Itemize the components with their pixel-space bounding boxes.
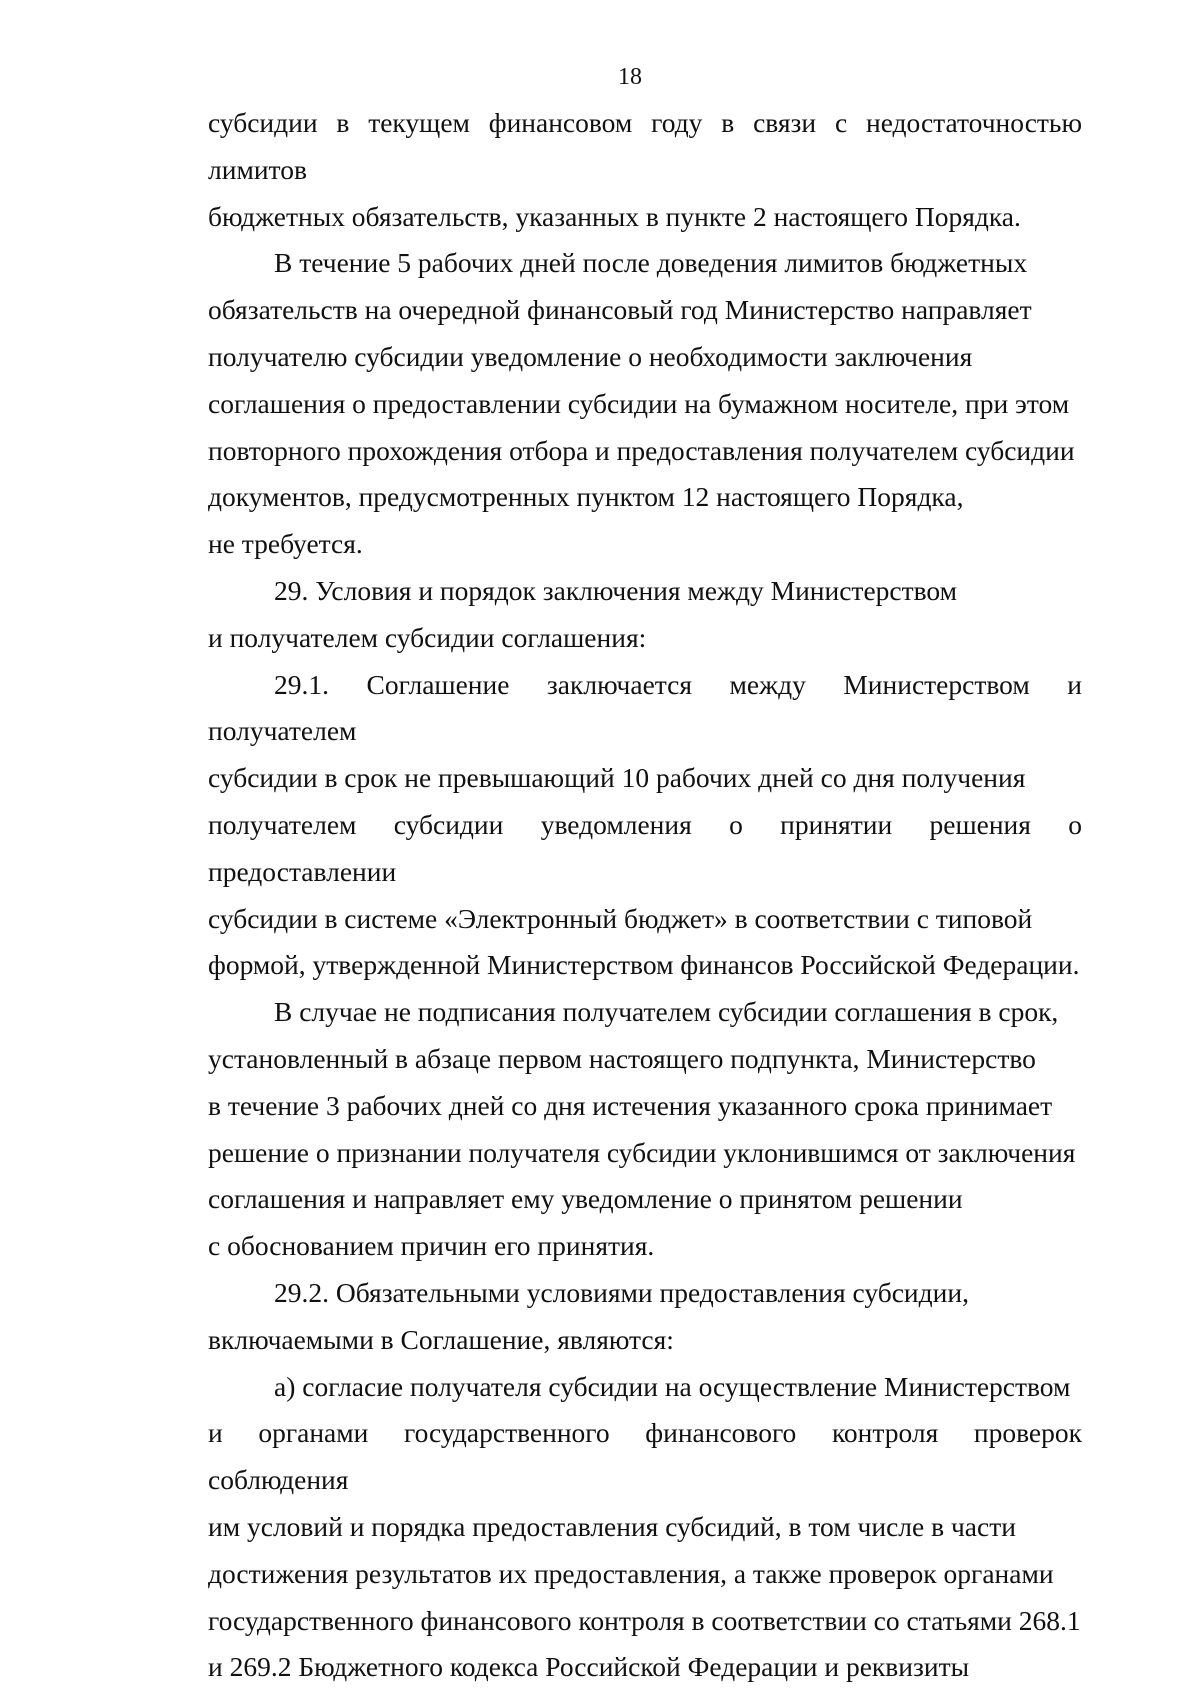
text-line: 29. Условия и порядок заключения между Министерством bbox=[274, 574, 958, 606]
text-line: не требуется. bbox=[208, 528, 363, 560]
text-line: и получателем субсидии соглашения: bbox=[208, 621, 647, 653]
text-line: В течение 5 рабочих дней после доведения лимитов бюджетных bbox=[274, 247, 1028, 279]
text-line: и 269.2 Бюджетного кодекса Российской Федерации и реквизиты bbox=[208, 1651, 970, 1683]
text-line: получателем субсидии уведомления о принятии решения о предоставлении bbox=[208, 808, 1082, 887]
text-line: государственного финансового контроля в соответствии со статьями 268.1 bbox=[208, 1604, 1081, 1636]
text-line: в течение 3 рабочих дней со дня истечения указанного срока принимает bbox=[208, 1089, 1053, 1121]
text-line: В случае не подписания получателем субсидии соглашения в срок, bbox=[274, 996, 1059, 1028]
text-line: решение о признании получателя субсидии уклонившимся от заключения bbox=[208, 1136, 1076, 1168]
page-number: 18 bbox=[618, 64, 642, 90]
text-line: установленный в абзаце первом настоящего подпункта, Министерство bbox=[208, 1042, 1036, 1074]
text-line: субсидии в срок не превышающий 10 рабочих дней со дня получения bbox=[208, 762, 1026, 794]
text-line: получателю субсидии уведомление о необходимости заключения bbox=[208, 340, 973, 372]
text-line: им условий и порядка предоставления субсидий, в том числе в части bbox=[208, 1510, 1016, 1542]
text-line: документов, предусмотренных пунктом 12 настоящего Порядка, bbox=[208, 481, 964, 513]
text-line: с обоснованием причин его принятия. bbox=[208, 1230, 655, 1262]
text-line: формой, утвержденной Министерством финансов Российской Федерации. bbox=[208, 949, 1080, 981]
text-line: достижения результатов их предоставления, а также проверок органами bbox=[208, 1557, 1054, 1589]
text-line: бюджетных обязательств, указанных в пункте 2 настоящего Порядка. bbox=[208, 200, 1021, 232]
text-line: субсидии в системе «Электронный бюджет» в соответствии с типовой bbox=[208, 902, 1033, 934]
text-line: и органами государственного финансового контроля проверок соблюдения bbox=[208, 1417, 1082, 1496]
text-line: а) согласие получателя субсидии на осуществление Министерством bbox=[274, 1370, 1071, 1402]
text-line: включаемыми в Соглашение, являются: bbox=[208, 1323, 674, 1355]
text-line: повторного прохождения отбора и предоставления получателем субсидии bbox=[208, 434, 1075, 466]
text-line: обязательств на очередной финансовый год Министерство направляет bbox=[208, 294, 1032, 326]
text-line: 29.2. Обязательными условиями предоставления субсидии, bbox=[274, 1276, 969, 1308]
text-line: соглашения о предоставлении субсидии на бумажном носителе, при этом bbox=[208, 387, 1070, 419]
text-line: соглашения и направляет ему уведомление о принятом решении bbox=[208, 1183, 963, 1215]
text-line: 29.1. Соглашение заключается между Министерством и получателем bbox=[208, 668, 1082, 747]
text-line: субсидии в текущем финансовом году в связи с недостаточностью лимитов bbox=[208, 107, 1082, 185]
document-body bbox=[208, 100, 1082, 1691]
